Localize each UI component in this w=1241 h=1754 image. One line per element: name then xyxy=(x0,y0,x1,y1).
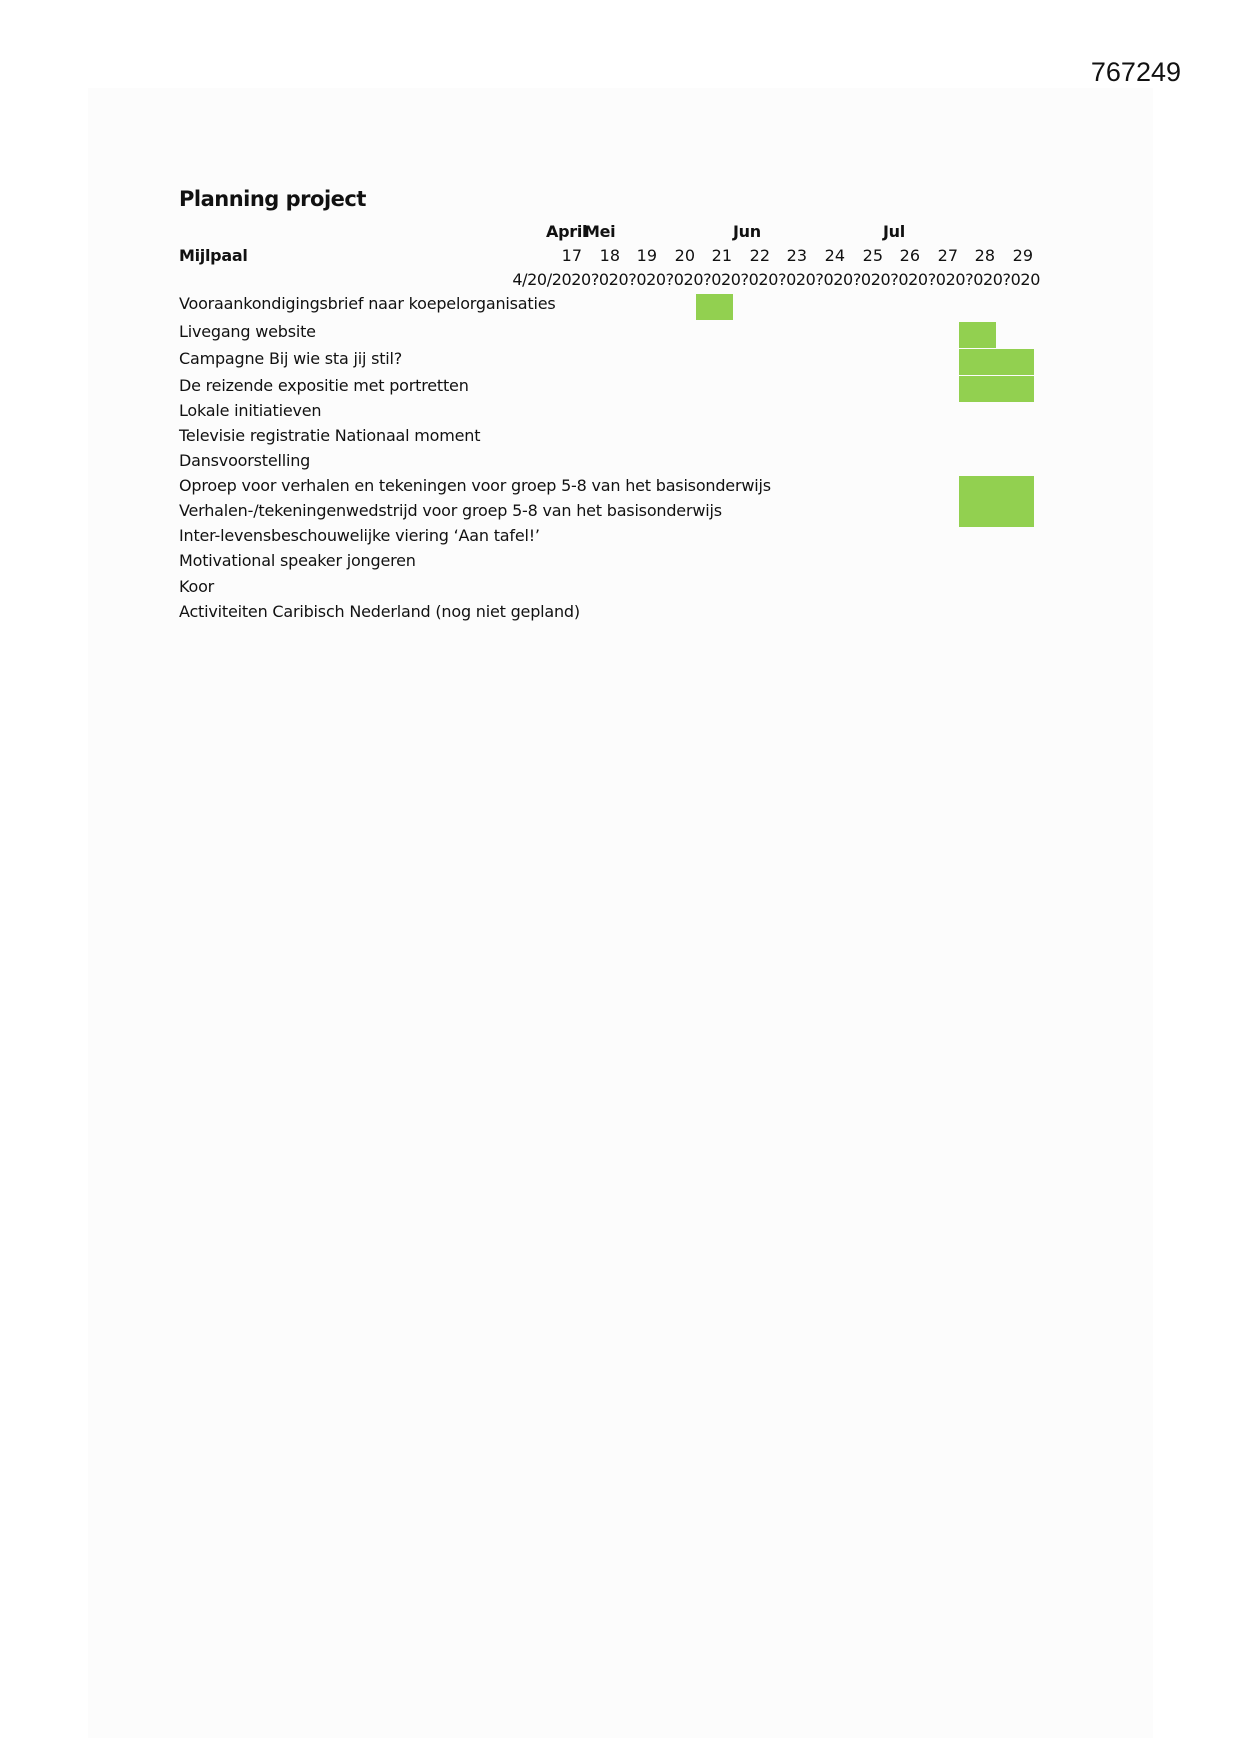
week-number: 27 xyxy=(937,246,958,265)
week-number: 23 xyxy=(786,246,807,265)
gantt-bar-cell xyxy=(959,501,996,527)
week-number: 25 xyxy=(862,246,883,265)
gantt-bar-cell xyxy=(959,349,996,375)
week-number: 22 xyxy=(749,246,770,265)
milestone-row-label: De reizende expositie met portretten xyxy=(179,376,469,395)
week-number: 18 xyxy=(599,246,620,265)
milestone-row-label: Koor xyxy=(179,577,215,596)
milestone-row-label: Verhalen-/tekeningenwedstrijd voor groep 5-8 van het basisonderwijs xyxy=(179,501,722,520)
milestone-row-label: Oproep voor verhalen en tekeningen voor groep 5-8 van het basisonderwijs xyxy=(179,476,771,495)
gantt-bar-cell xyxy=(959,322,996,348)
week-number: 29 xyxy=(1012,246,1033,265)
milestone-row-label: Lokale initiatieven xyxy=(179,401,322,420)
date-header-row: 4/20/2020?020?020?020?020?020?020?020?020?020?020?020?020 xyxy=(512,270,1040,289)
gantt-bar-cell xyxy=(996,501,1034,527)
page-title: Planning project xyxy=(179,187,366,211)
milestone-row-label: Activiteiten Caribisch Nederland (nog niet gepland) xyxy=(179,602,580,621)
month-label-mei: Mei xyxy=(584,222,616,241)
week-number: 21 xyxy=(711,246,732,265)
week-number: 24 xyxy=(824,246,845,265)
milestone-row-label: Motivational speaker jongeren xyxy=(179,551,416,570)
gantt-bar-cell xyxy=(996,476,1034,502)
milestone-row-label: Vooraankondigingsbrief naar koepelorganisaties xyxy=(179,294,556,313)
month-label-jun: Jun xyxy=(733,222,761,241)
week-number: 28 xyxy=(974,246,995,265)
gantt-bar-cell xyxy=(959,476,996,502)
gantt-bar-cell xyxy=(996,349,1034,375)
week-number: 20 xyxy=(674,246,695,265)
milestone-row-label: Livegang website xyxy=(179,322,316,341)
week-number: 26 xyxy=(899,246,920,265)
month-label-jul: Jul xyxy=(883,222,905,241)
milestone-row-label: Televisie registratie Nationaal moment xyxy=(179,426,481,445)
gantt-bar-cell xyxy=(959,376,996,402)
document-id: 767249 xyxy=(1090,57,1181,87)
milestone-row-label: Inter-levensbeschouwelijke viering ‘Aan tafel!’ xyxy=(179,526,540,545)
milestone-row-label: Dansvoorstelling xyxy=(179,451,311,470)
gantt-bar-cell xyxy=(696,294,733,320)
milestone-column-header: Mijlpaal xyxy=(179,246,248,265)
week-number: 17 xyxy=(561,246,582,265)
gantt-bar-cell xyxy=(996,376,1034,402)
milestone-row-label: Campagne Bij wie sta jij stil? xyxy=(179,349,403,368)
month-label-april: April xyxy=(546,222,588,241)
week-number: 19 xyxy=(636,246,657,265)
